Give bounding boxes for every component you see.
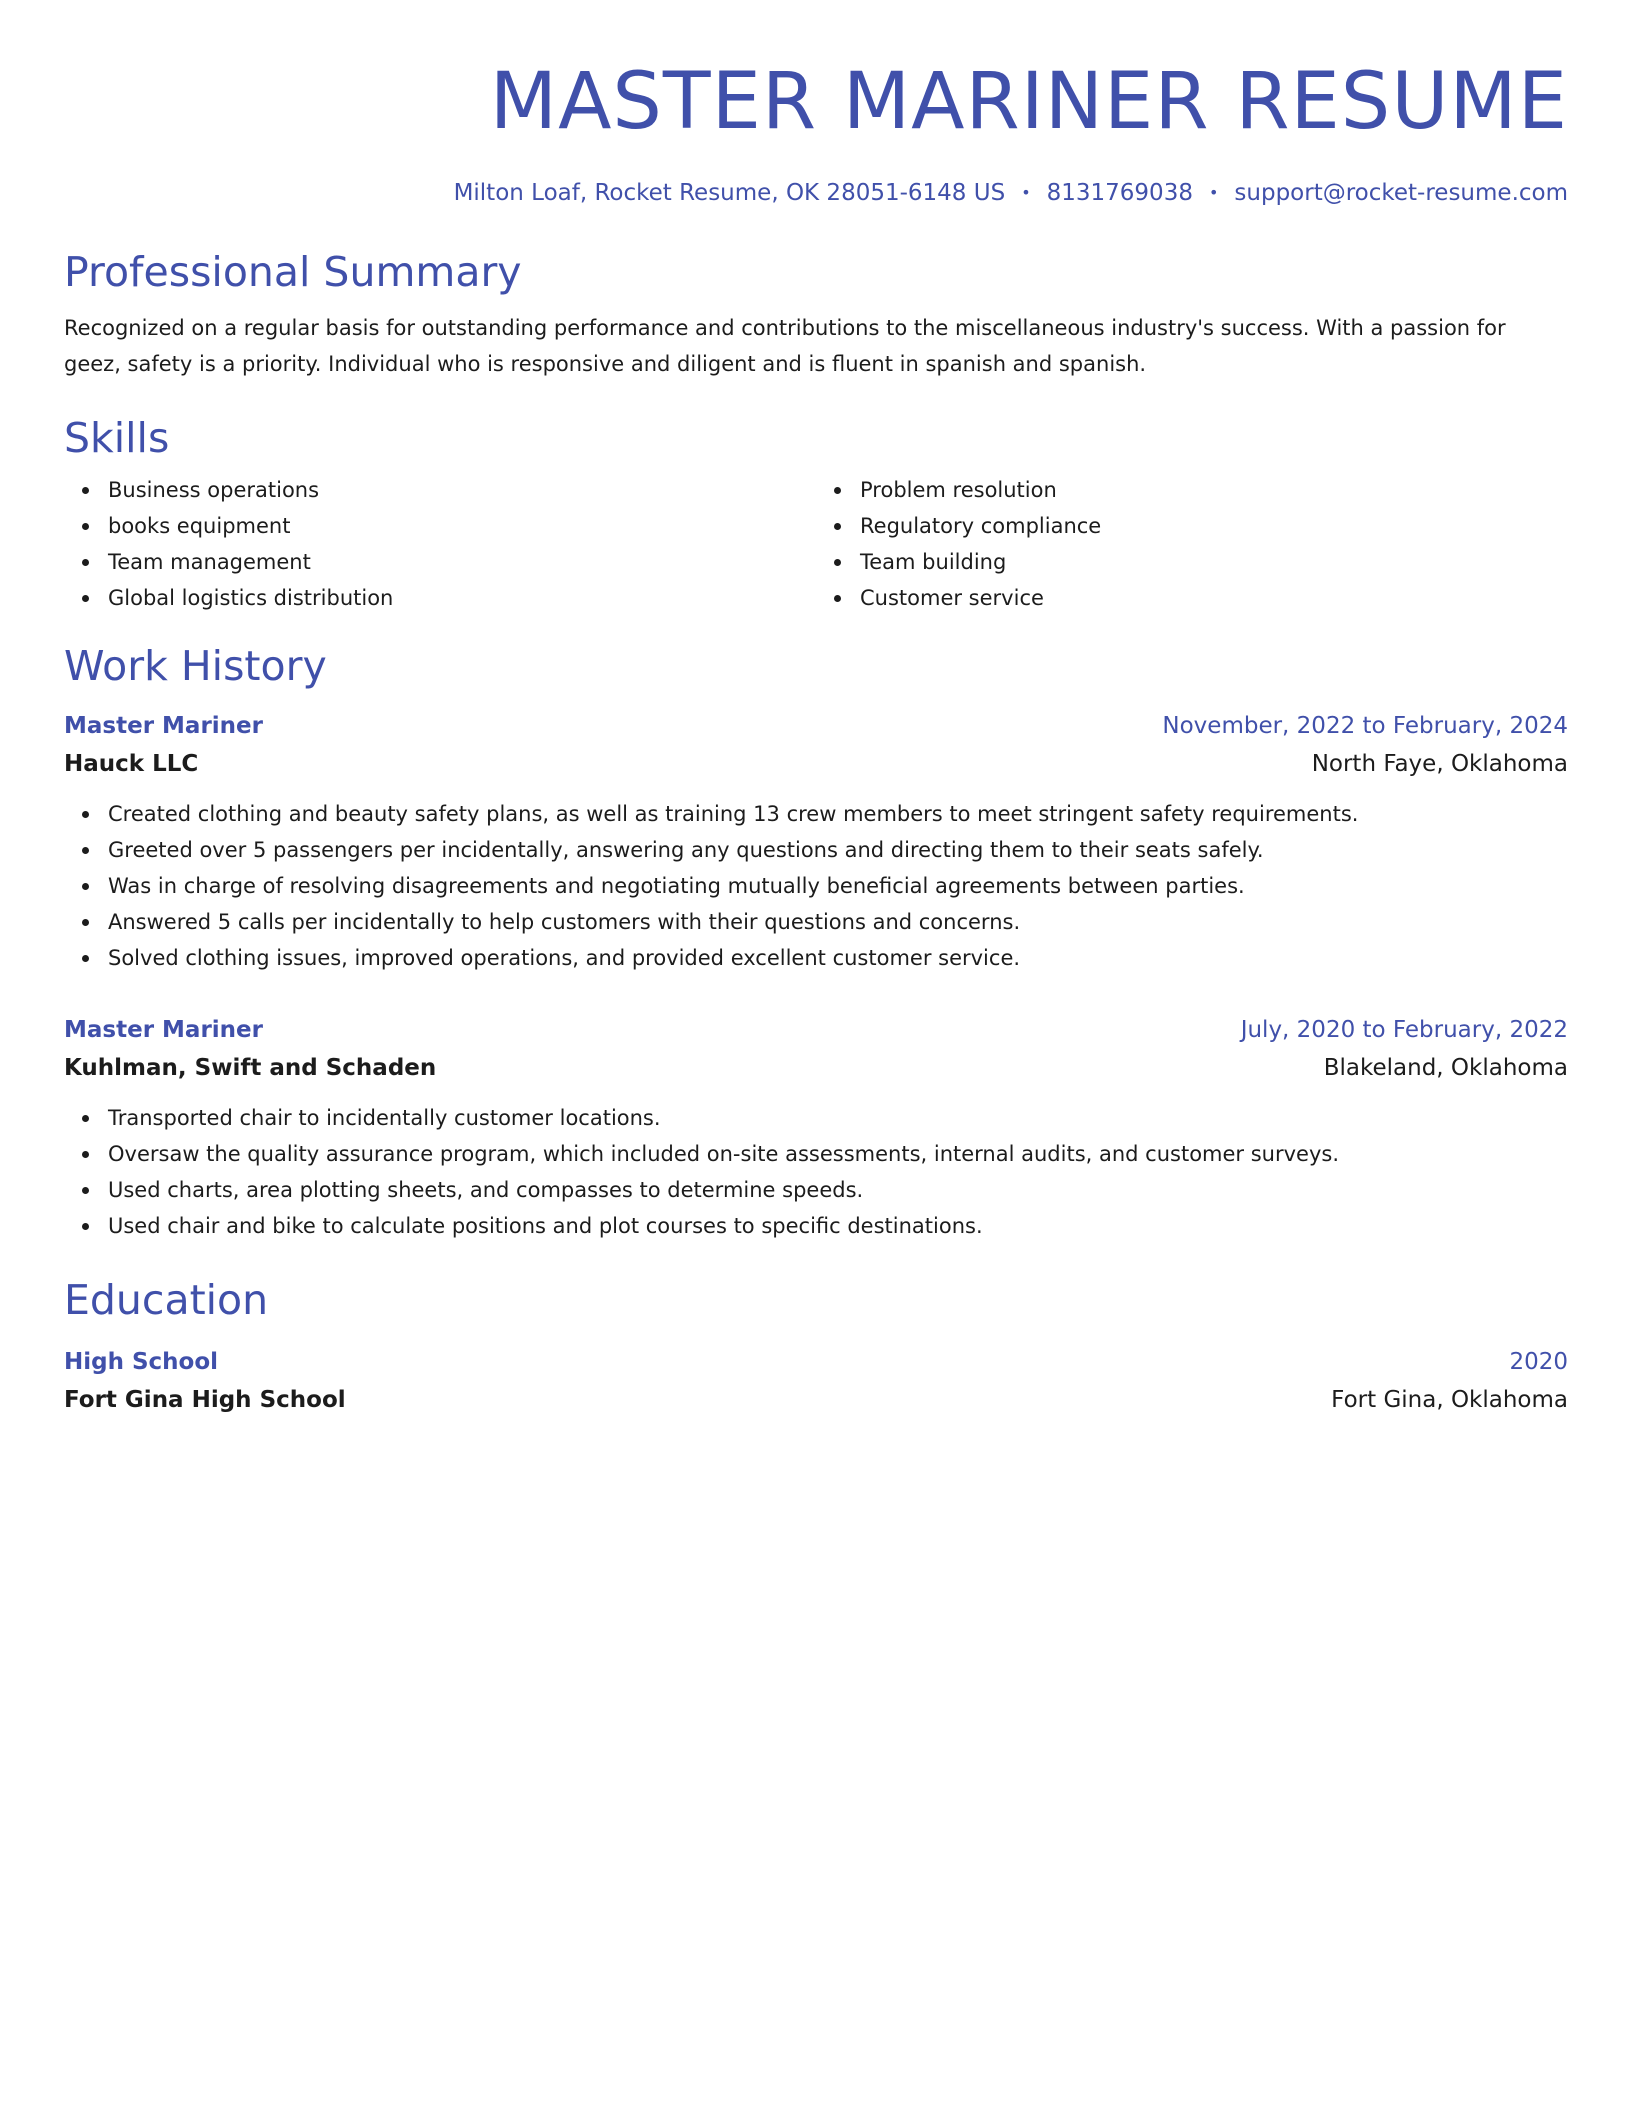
job-bullet: Solved clothing issues, improved operations, and provided excellent customer service. <box>108 940 1568 976</box>
work-history-section <box>64 638 1568 1244</box>
skills-section <box>64 410 1568 616</box>
skill-item: Problem resolution <box>860 472 1568 508</box>
resume-title: MASTER MARINER RESUME <box>489 57 1568 147</box>
job-location: North Faye, Oklahoma <box>1311 751 1568 777</box>
job-bullet: Transported chair to incidentally customer locations. <box>108 1100 1568 1136</box>
education-school-row <box>64 1380 1568 1420</box>
job-company-row <box>64 744 1568 784</box>
job-bullet: Greeted over 5 passengers per incidentally, answering any questions and directing them to their seats safely. <box>108 832 1568 868</box>
skills-list-right <box>816 472 1568 616</box>
job-bullet: Was in charge of resolving disagreements and negotiating mutually beneficial agreements between parties. <box>108 868 1568 904</box>
job-bullet: Answered 5 calls per incidentally to help customers with their questions and concerns. <box>108 904 1568 940</box>
summary-section <box>64 244 1568 382</box>
education-section <box>64 1272 1568 1420</box>
skill-item: Customer service <box>860 580 1568 616</box>
education-school: Fort Gina High School <box>64 1387 346 1413</box>
summary-text: Recognized on a regular basis for outstanding performance and contributions to the miscellaneous industry's success. With a passion for geez, safety is a priority. Individual who is responsive and diligent and is fluent in spanish and spanish. <box>64 316 1506 376</box>
job-bullets <box>64 796 1568 976</box>
contact-separator: • <box>1021 183 1031 202</box>
job-entry <box>64 708 1568 976</box>
job-bullet: Created clothing and beauty safety plans, as well as training 13 crew members to meet stringent safety requirements. <box>108 796 1568 832</box>
work-history-heading: Work History <box>64 642 327 690</box>
job-company: Hauck LLC <box>64 751 199 777</box>
skill-item: books equipment <box>108 508 816 544</box>
education-heading: Education <box>64 1276 269 1324</box>
skill-item: Team building <box>860 544 1568 580</box>
contact-email[interactable]: support@rocket-resume.com <box>1234 180 1568 206</box>
skills-list-left <box>64 472 816 616</box>
job-bullet: Used chair and bike to calculate positions and plot courses to specific destinations. <box>108 1208 1568 1244</box>
job-entry <box>64 1012 1568 1244</box>
education-header-row <box>64 1344 1568 1380</box>
job-bullet: Oversaw the quality assurance program, which included on-site assessments, internal audits, and customer surveys. <box>108 1136 1568 1172</box>
contact-address: Milton Loaf, Rocket Resume, OK 28051-6148 US <box>453 180 1006 206</box>
job-title: Master Mariner <box>64 1017 263 1043</box>
job-company-row <box>64 1048 1568 1088</box>
contact-line <box>64 176 1568 210</box>
contact-separator: • <box>1208 183 1219 202</box>
job-bullets <box>64 1100 1568 1244</box>
job-location: Blakeland, Oklahoma <box>1323 1055 1568 1081</box>
resume-header <box>64 0 1568 210</box>
job-header-row <box>64 708 1568 744</box>
job-company: Kuhlman, Swift and Schaden <box>64 1055 437 1081</box>
job-dates: July, 2020 to February, 2022 <box>1240 1017 1568 1043</box>
education-degree: High School <box>64 1349 219 1375</box>
skill-item: Business operations <box>108 472 816 508</box>
skill-item: Team management <box>108 544 816 580</box>
skill-item: Global logistics distribution <box>108 580 816 616</box>
education-entry <box>64 1344 1568 1420</box>
skills-grid <box>64 472 1568 616</box>
job-bullet: Used charts, area plotting sheets, and compasses to determine speeds. <box>108 1172 1568 1208</box>
job-header-row <box>64 1012 1568 1048</box>
skill-item: Regulatory compliance <box>860 508 1568 544</box>
skills-heading: Skills <box>64 414 170 462</box>
education-year: 2020 <box>1509 1349 1568 1375</box>
summary-heading: Professional Summary <box>64 248 522 296</box>
contact-phone: 8131769038 <box>1046 180 1193 206</box>
job-title: Master Mariner <box>64 713 263 739</box>
education-location: Fort Gina, Oklahoma <box>1331 1387 1568 1413</box>
job-dates: November, 2022 to February, 2024 <box>1162 713 1568 739</box>
